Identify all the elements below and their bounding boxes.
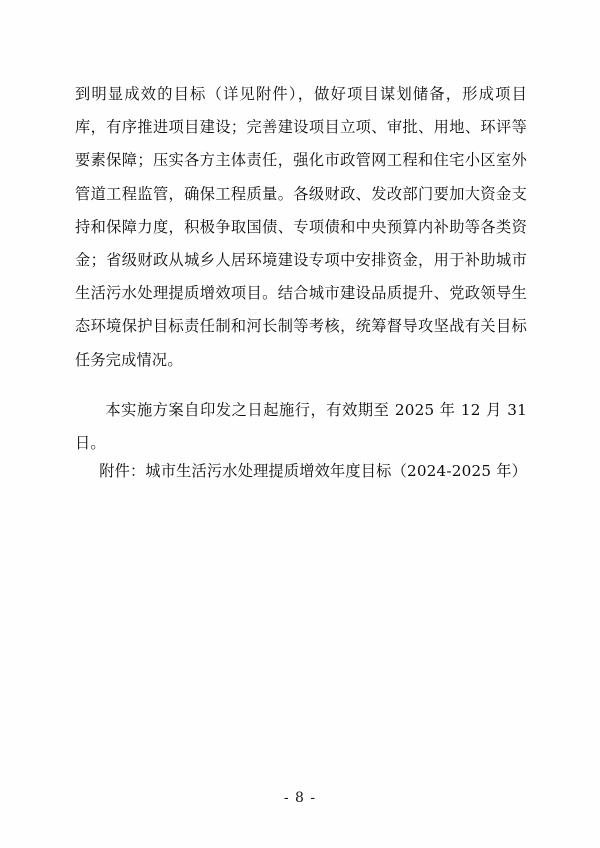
page-number: - 8 - [283,790,317,806]
paragraph-1: 到明显成效的目标（详见附件），做好项目谋划储备，形成项目库，有序推进项目建设；完善建设项目立项、审批、用地、环评等要素保障；压实各方主体责任，强化市政管网工程和住宅小区室外管道工程监管，确保工程质量。各级财政、发改部门要加大资金支持和保障力度，积极争取国债、专项债和中央预算内补助等各类资金；省级财政从城乡人居环境建设专项中安排资金，用于补助城市生活污水处理提质增效项目。结合城市建设品质提升、党政领导生态环境保护目标责任制和河长制等考核，统筹督导攻坚战有关目标任务完成情况。 [75,85,527,369]
document-body [75,78,527,460]
attachment-line: 附件：城市生活污水处理提质增效年度目标（2024-2025 年） [99,462,527,480]
paragraph-2: 本实施方案自印发之日起施行，有效期至 2025 年 12 月 31 日。 [75,400,527,453]
paragraph-spacer [75,377,527,394]
